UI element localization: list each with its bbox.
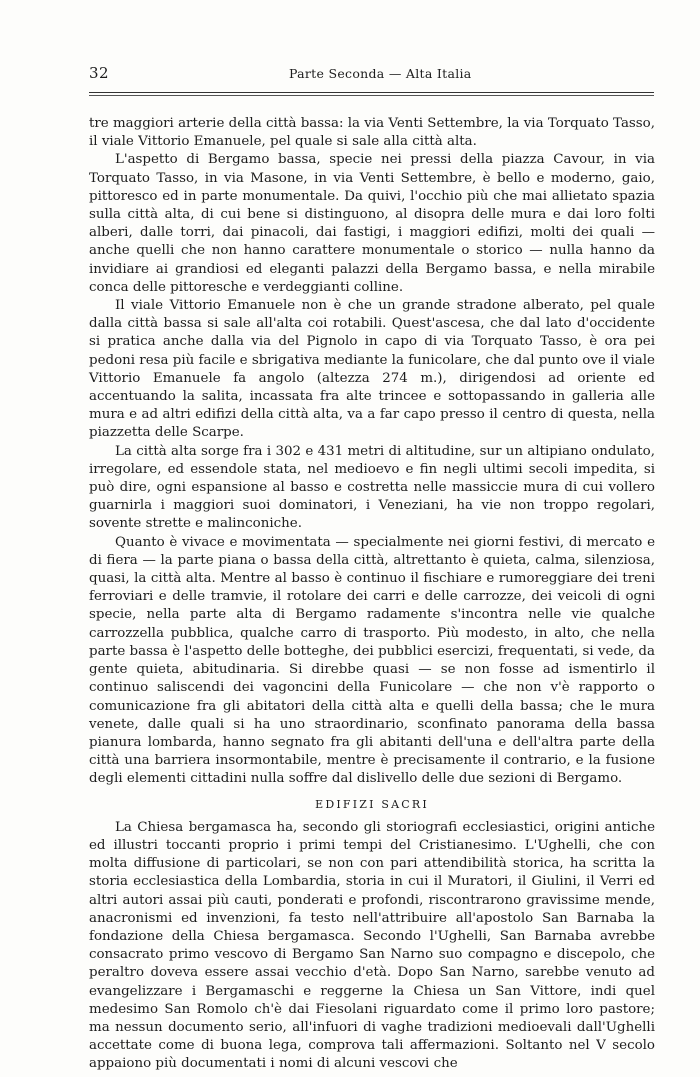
running-head: Parte Seconda — Alta Italia xyxy=(289,66,472,81)
paragraph: Quanto è vivace e movimentata — specialmente nei giorni festivi, di mercato e di fiera — la parte piana o bassa della città, altrettanto è quieta, calma, silenziosa, quasi, la città alta. Mentre al basso è continuo il fischiare e rumoreggiare dei treni ferroviari e delle tramvie, il rotolare dei carri e delle carrozze, dei veicoli di ogni specie, nella parte alta di Bergamo radamente s'incontra nelle vie qualche carrozzella pubblica, qualche carro di trasporto. Più modesto, in alto, che nella parte bassa è l'aspetto delle botteghe, dei pubblici esercizi, frequentati, si vede, da gente quieta, abitudinaria. Si direbbe quasi — se non fosse ad ismentirlo il continuo saliscendi dei vagoncini della Funicolare — che non v'è rapporto o comunicazione fra gli abitatori della città alta e quelli della bassa; che le mura venete, dalle quali si ha uno straordinario, sconfinato panorama della bassa pianura lombarda, hanno segnato fra gli abitanti dell'una e dell'altra parte della città una barriera insormontabile, mentre è precisamente il contrario, e la fusione degli elementi cittadini nulla soffre dal dislivello delle due sezioni di Bergamo. xyxy=(89,534,655,787)
paragraph: La Chiesa bergamasca ha, secondo gli storiografi ecclesiastici, origini antiche ed illustri toccanti proprio i primi tempi del Cristianesimo. L'Ughelli, che con molta diffusione di particolari, se non con pari attendibilità storica, ha scritta la storia ecclesiastica della Lombardia, storia in cui il Muratori, il Giulini, il Verri ed altri autori assai più cauti, ponderati e profondi, riscontrarono gravissime mende, anacronismi ed invenzioni, fa testo nell'attribuire all'apostolo San Barnaba la fondazione della Chiesa bergamasca. Secondo l'Ughelli, San Barnaba avrebbe consacrato primo vescovo di Bergamo San Narno suo compagno e discepolo, che peraltro doveva essere assai vecchio d'età. Dopo San Narno, sarebbe venuto ad evangelizzare i Bergamaschi e reggerne la Chiesa un San Vittore, indi quel medesimo San Romolo ch'è dai Fiesolani riguardato come il primo loro pastore; ma nessun documento serio, all'infuori di vaghe tradizioni medioevali dall'Ughelli accettate come di buona lega, comprova tali affermazioni. Soltanto nel V secolo appaiono più documentati i nomi di alcuni vescovi che xyxy=(89,819,655,1072)
paragraph: L'aspetto di Bergamo bassa, specie nei pressi della piazza Cavour, in via Torquato Tasso, in via Masone, in via Venti Settembre, è bello e moderno, gaio, pittoresco ed in parte monumentale. Da quivi, l'occhio più che mai allietato spazia sulla città alta, di cui bene si distinguono, al disopra delle mura e dai loro folti alberi, dalle torri, dai pinacoli, dai fastigi, i maggiori edifizi, molti dei quali — anche quelli che non hanno carattere monumentale o storico — nulla hanno da invidiare ai grandiosi ed eleganti palazzi della Bergamo bassa, e nella mirabile conca delle pittoresche e verdeggianti colline. xyxy=(89,152,655,295)
page-number: 32 xyxy=(89,64,110,82)
paragraph: Il viale Vittorio Emanuele non è che un grande stradone alberato, pel quale dalla città bassa si sale all'alta coi rotabili. Quest'ascesa, che dal lato d'occidente si pratica anche dalla via del Pignolo in capo di via Torquato Tasso, è ora pei pedoni resa più facile e sbrigativa mediante la funicolare, che dal punto ove il viale Vittorio Emanuele fa angolo (altezza 274 m.), dirigendosi ad oriente ed accentuando la salita, incassata fra alte trincee e sottopassando in galleria alle mura e ad altri edifizi della città alta, va a far capo presso il centro di questa, nella piazzetta delle Scarpe. xyxy=(89,298,655,441)
paragraph: La città alta sorge fra i 302 e 431 metri di altitudine, sur un altipiano ondulato, irregolare, ed essendole stata, nel medioevo e fin negli ultimi secoli impedita, si può dire, ogni espansione al basso e costretta nelle massiccie mura di cui vollero guarnirla i maggiori suoi dominatori, i Veneziani, ha vie non troppo regolari, sovente strette e malinconiche. xyxy=(89,443,655,532)
section-heading: EDIFIZI SACRI xyxy=(315,797,429,811)
body-text xyxy=(89,115,655,1074)
page-header xyxy=(89,64,654,86)
header-rule xyxy=(89,92,654,93)
paragraph: tre maggiori arterie della città bassa: la via Venti Settembre, la via Torquato Tasso, il viale Vittorio Emanuele, pel quale si sale alla città alta. xyxy=(89,116,655,150)
header-rule-thin xyxy=(89,95,654,96)
